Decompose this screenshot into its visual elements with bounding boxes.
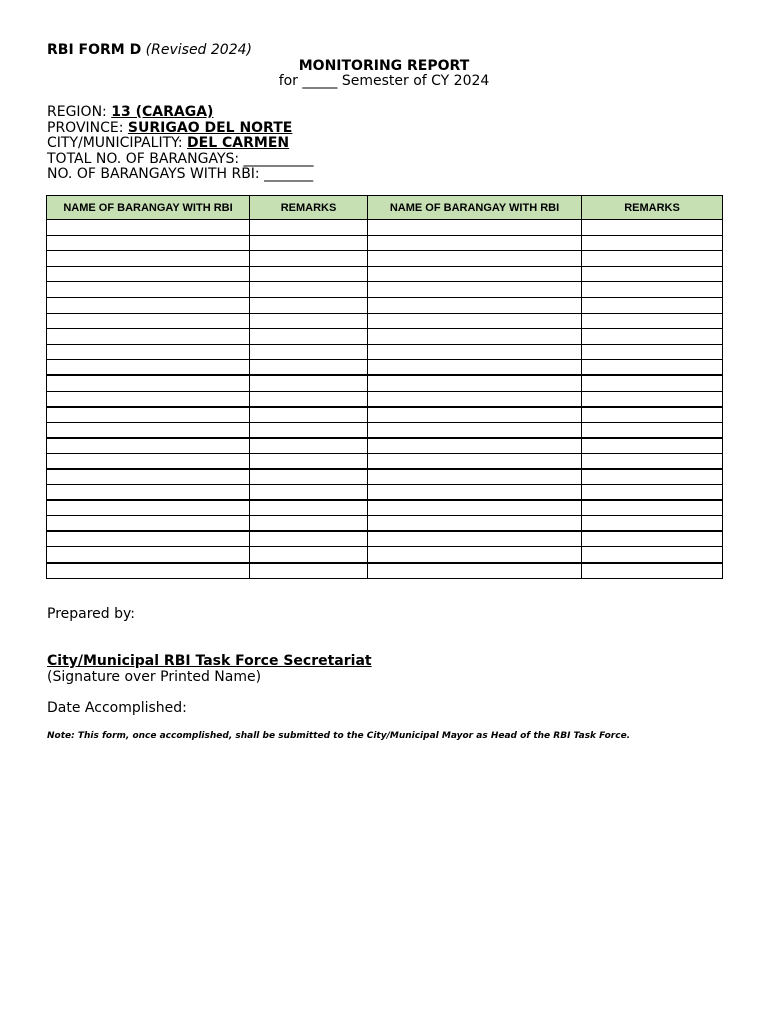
secretariat-name: City/Municipal RBI Task Force Secretariat [47,653,372,669]
barangay-name-cell[interactable] [368,422,582,438]
column-header-remarks-1: REMARKS [250,196,368,220]
table-body [47,220,723,579]
barangay-name-cell[interactable] [47,251,250,267]
remarks-cell[interactable] [582,220,723,236]
province-value: SURIGAO DEL NORTE [127,119,293,136]
barangay-name-cell[interactable] [368,438,582,454]
region-label: REGION: [47,104,112,120]
barangay-name-cell[interactable] [368,531,582,547]
barangay-name-cell[interactable] [47,563,250,579]
barangay-name-cell[interactable] [47,375,250,391]
submission-note: Note: This form, once accomplished, shall be submitted to the City/Municipal Mayor as Head of the RBI Task Force. [47,731,631,741]
table-row [47,329,723,345]
province-line [47,121,292,137]
barangay-name-cell[interactable] [47,469,250,485]
barangay-name-cell[interactable] [368,391,582,407]
table-row [47,485,723,501]
region-line [47,105,213,121]
date-accomplished-label: Date Accomplished: [47,700,187,716]
remarks-cell[interactable] [582,375,723,391]
barangay-name-cell[interactable] [368,516,582,532]
barangay-name-cell[interactable] [368,344,582,360]
remarks-cell[interactable] [250,391,368,407]
table-row [47,407,723,423]
remarks-cell[interactable] [250,297,368,313]
table-row [47,391,723,407]
remarks-cell[interactable] [582,360,723,376]
remarks-cell[interactable] [250,313,368,329]
table-row [47,547,723,563]
city-label: CITY/MUNICIPALITY: [47,135,188,151]
remarks-cell[interactable] [250,344,368,360]
barangay-name-cell[interactable] [47,329,250,345]
remarks-cell[interactable] [250,516,368,532]
remarks-cell[interactable] [250,563,368,579]
barangay-name-cell[interactable] [368,220,582,236]
remarks-cell[interactable] [250,422,368,438]
remarks-cell[interactable] [582,344,723,360]
table-row [47,516,723,532]
report-subtitle: for _____ Semester of CY 2024 [278,73,490,89]
table-row [47,453,723,469]
table-row [47,220,723,236]
barangay-name-cell[interactable] [47,360,250,376]
barangay-name-cell[interactable] [368,313,582,329]
barangay-name-cell[interactable] [47,391,250,407]
barangay-name-cell[interactable] [47,235,250,251]
barangay-name-cell[interactable] [368,547,582,563]
barangay-table [46,195,723,579]
barangay-name-cell[interactable] [368,500,582,516]
total-barangays-line: TOTAL NO. OF BARANGAYS: __________ [47,150,314,167]
remarks-cell[interactable] [250,438,368,454]
city-line [47,136,289,152]
remarks-cell[interactable] [582,500,723,516]
barangay-name-cell[interactable] [47,344,250,360]
form-title [47,42,252,58]
table-header-row [47,196,723,220]
barangay-name-cell[interactable] [368,297,582,313]
barangay-name-cell[interactable] [368,469,582,485]
remarks-cell[interactable] [582,407,723,423]
barangay-name-cell[interactable] [368,329,582,345]
remarks-cell[interactable] [582,282,723,298]
column-header-barangay-2: NAME OF BARANGAY WITH RBI [368,196,582,220]
remarks-cell[interactable] [582,313,723,329]
remarks-cell[interactable] [582,531,723,547]
form-revision: (Revised 2024) [145,42,252,58]
barangay-name-cell[interactable] [47,282,250,298]
remarks-cell[interactable] [582,469,723,485]
remarks-cell[interactable] [582,438,723,454]
remarks-cell[interactable] [250,453,368,469]
table-row [47,438,723,454]
barangay-name-cell[interactable] [368,266,582,282]
barangay-name-cell[interactable] [47,500,250,516]
table-row [47,563,723,579]
barangay-name-cell[interactable] [368,407,582,423]
remarks-cell[interactable] [582,516,723,532]
barangay-name-cell[interactable] [47,453,250,469]
column-header-barangay-1: NAME OF BARANGAY WITH RBI [47,196,250,220]
city-value: DEL CARMEN [187,135,290,151]
table-row [47,360,723,376]
remarks-cell[interactable] [582,266,723,282]
barangay-name-cell[interactable] [368,235,582,251]
barangay-name-cell[interactable] [47,547,250,563]
remarks-cell[interactable] [582,251,723,267]
table-row [47,282,723,298]
barangay-name-cell[interactable] [47,266,250,282]
remarks-cell[interactable] [250,235,368,251]
remarks-cell[interactable] [582,297,723,313]
remarks-cell[interactable] [250,329,368,345]
barangay-name-cell[interactable] [47,438,250,454]
remarks-cell[interactable] [250,469,368,485]
table-row [47,422,723,438]
barangay-name-cell[interactable] [368,360,582,376]
table-row [47,344,723,360]
barangay-name-cell[interactable] [47,313,250,329]
remarks-cell[interactable] [582,485,723,501]
remarks-cell[interactable] [582,547,723,563]
barangay-name-cell[interactable] [368,485,582,501]
barangay-name-cell[interactable] [47,297,250,313]
remarks-cell[interactable] [250,375,368,391]
barangays-with-rbi-line: NO. OF BARANGAYS WITH RBI: _______ [47,166,314,182]
barangay-name-cell[interactable] [47,407,250,423]
barangay-name-cell[interactable] [47,220,250,236]
table-row [47,469,723,485]
remarks-cell[interactable] [250,251,368,267]
signature-caption: (Signature over Printed Name) [47,669,262,685]
table-row [47,375,723,391]
remarks-cell[interactable] [250,500,368,516]
barangay-name-cell[interactable] [368,453,582,469]
table-row [47,500,723,516]
barangay-name-cell[interactable] [47,531,250,547]
remarks-cell[interactable] [582,453,723,469]
region-value: 13 (CARAGA) [111,104,214,120]
table-row [47,531,723,547]
form-code: RBI FORM D [47,42,142,58]
remarks-cell[interactable] [250,407,368,423]
barangay-name-cell[interactable] [368,563,582,579]
remarks-cell[interactable] [250,266,368,282]
column-header-remarks-2: REMARKS [582,196,723,220]
remarks-cell[interactable] [582,391,723,407]
remarks-cell[interactable] [582,563,723,579]
remarks-cell[interactable] [582,235,723,251]
remarks-cell[interactable] [582,329,723,345]
barangay-name-cell[interactable] [47,516,250,532]
remarks-cell[interactable] [582,422,723,438]
report-title: MONITORING REPORT [298,58,470,74]
barangay-name-cell[interactable] [368,282,582,298]
barangay-name-cell[interactable] [368,251,582,267]
remarks-cell[interactable] [250,485,368,501]
table-row [47,313,723,329]
province-label: PROVINCE: [47,119,128,136]
remarks-cell[interactable] [250,547,368,563]
remarks-cell[interactable] [250,360,368,376]
remarks-cell[interactable] [250,531,368,547]
barangay-name-cell[interactable] [47,485,250,501]
table-row [47,235,723,251]
table-row [47,266,723,282]
table-row [47,297,723,313]
remarks-cell[interactable] [250,220,368,236]
barangay-name-cell[interactable] [368,375,582,391]
remarks-cell[interactable] [250,282,368,298]
barangay-name-cell[interactable] [47,422,250,438]
prepared-by-label: Prepared by: [47,606,135,622]
table-row [47,251,723,267]
